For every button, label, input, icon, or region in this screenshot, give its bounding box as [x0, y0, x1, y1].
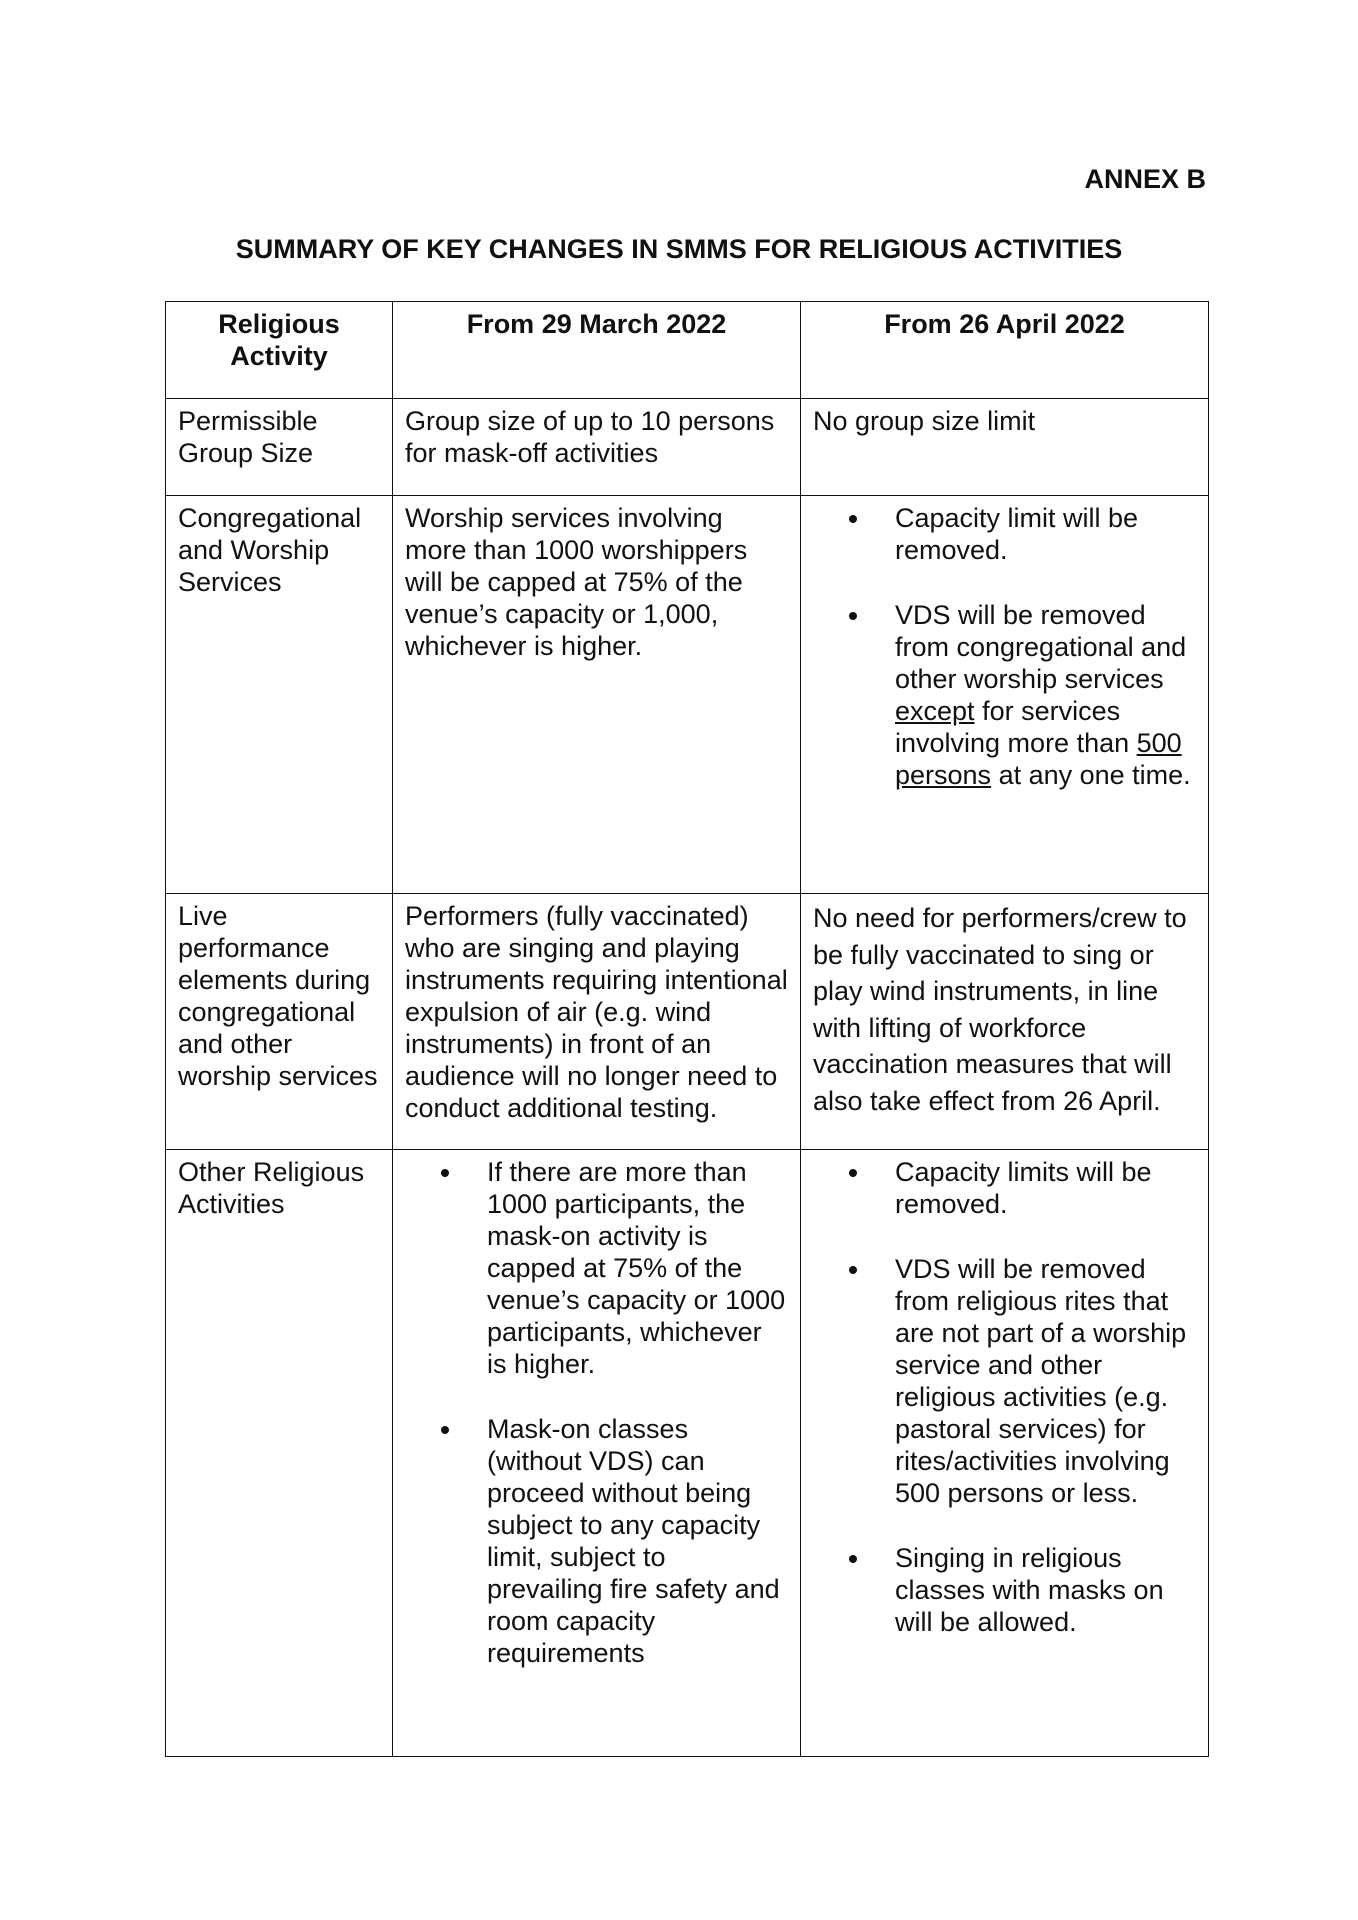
list-item: Capacity limits will be removed.: [895, 1156, 1196, 1220]
bullet-list: [813, 1156, 1196, 1638]
smms-summary-table: [165, 301, 1209, 1757]
table-row: [166, 894, 1209, 1150]
cell-live-performance-april: No need for performers/crew to be fully vaccinated to sing or play wind instruments, in line with lifting of workforce vaccination measures that will also take effect from 26 April.: [801, 894, 1209, 1150]
bullet-icon: [849, 1169, 857, 1177]
list-item: Mask-on classes (without VDS) can proceed without being subject to any capacity limit, subject to prevailing fire safety and room capacity requirements: [487, 1413, 788, 1669]
row-label-congregational: Congregational and Worship Services: [166, 496, 393, 894]
row-label-group-size: Permissible Group Size: [166, 399, 393, 496]
row-label-other-religious: Other Religious Activities: [166, 1150, 393, 1757]
cell-other-religious-april: [801, 1150, 1209, 1757]
cell-live-performance-march: Performers (fully vaccinated) who are singing and playing instruments requiring intentional expulsion of air (e.g. wind instruments) in front of an audience will no longer need to conduct additional testing.: [393, 894, 801, 1150]
table-row: [166, 399, 1209, 496]
cell-group-size-april: No group size limit: [801, 399, 1209, 496]
list-item: VDS will be removed from congregational and other worship services except for services involving more than 500 persons at any one time.: [895, 599, 1196, 791]
bullet-icon: [849, 515, 857, 523]
column-header-april: From 26 April 2022: [801, 302, 1209, 399]
column-header-activity: Religious Activity: [166, 302, 393, 399]
cell-congregational-march: Worship services involving more than 1000 worshippers will be capped at 75% of the venue’s capacity or 1,000, whichever is higher.: [393, 496, 801, 894]
bullet-list: [813, 502, 1196, 791]
bullet-list: [405, 1156, 788, 1669]
bullet-icon: [441, 1169, 449, 1177]
cell-congregational-april: [801, 496, 1209, 894]
bullet-icon: [849, 1266, 857, 1274]
underlined-text: except: [895, 696, 975, 726]
annex-label: ANNEX B: [1084, 164, 1206, 194]
row-label-live-performance: Live performance elements during congregational and other worship services: [166, 894, 393, 1150]
document-title: SUMMARY OF KEY CHANGES IN SMMS FOR RELIGIOUS ACTIVITIES: [235, 234, 1123, 264]
bullet-icon: [849, 612, 857, 620]
list-item: VDS will be removed from religious rites that are not part of a worship service and other religious activities (e.g. pastoral services) for rites/activities involving 500 persons or less.: [895, 1253, 1196, 1509]
bullet-icon: [441, 1426, 449, 1434]
bullet-icon: [849, 1555, 857, 1563]
list-item: Singing in religious classes with masks on will be allowed.: [895, 1542, 1196, 1638]
list-item: If there are more than 1000 participants, the mask-on activity is capped at 75% of the venue’s capacity or 1000 participants, whichever is higher.: [487, 1156, 788, 1380]
column-header-march: From 29 March 2022: [393, 302, 801, 399]
cell-group-size-march: Group size of up to 10 persons for mask-off activities: [393, 399, 801, 496]
table-row: [166, 496, 1209, 894]
table-header-row: [166, 302, 1209, 399]
list-item: Capacity limit will be removed.: [895, 502, 1196, 566]
underlined-text: 500 persons: [895, 728, 1182, 790]
table-row: [166, 1150, 1209, 1757]
cell-other-religious-march: [393, 1150, 801, 1757]
